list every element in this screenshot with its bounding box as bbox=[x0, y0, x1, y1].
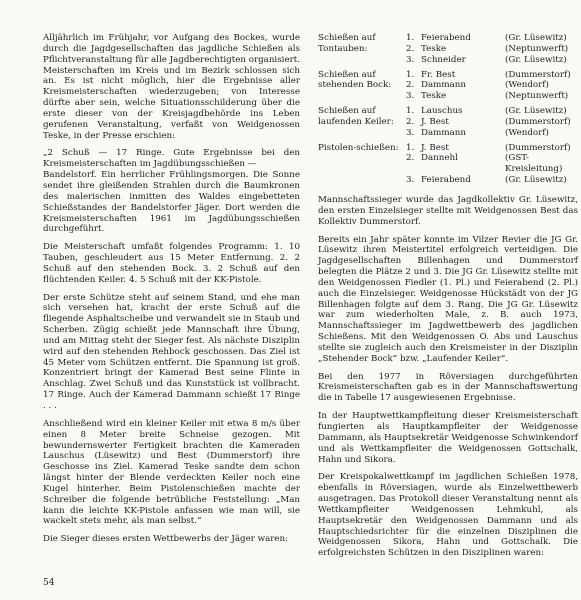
result-club: (Dummerstorf) bbox=[505, 69, 571, 80]
results-table bbox=[318, 33, 578, 186]
paragraph: Bei den 1977 in Röversiagen durchgeführten Kreismeisterschaften gab es in der Mannschaftswertung die in Tabelle 17 ausgewiesenen Ergebnisse. bbox=[318, 371, 578, 404]
result-event bbox=[318, 143, 578, 186]
result-row bbox=[406, 117, 578, 128]
result-rank: 1. bbox=[406, 106, 415, 117]
paragraph: Der erste Schütze steht auf seinem Stand, und ehe man sich versehen hat, kracht der erste Schuß auf die fliegende Asphaltscheibe und verwandelt sie in Staub und Scherben. Zügig schießt jede Mannschaft ihre Übung, und am Mittag steht der Sieger fest. Als nächste Disziplin wird auf den stehenden Rehbock geschossen. Das Ziel ist 45 Meter vom Schützen entfernt. Die Spannung ist groß. Konzentriert bringt der Kamerad Best seine Flinte in Anschlag. Zwei Schuß und das Kunststück ist vollbracht. 17 Ringe. Auch der Kamerad Dammann schießt 17 Ringe . . . bbox=[43, 292, 300, 411]
paragraph: „2 Schuß — 17 Ringe. Gute Ergebnisse bei den Kreismeisterschaften im Jagdübungsschießen — bbox=[43, 148, 300, 170]
result-name: Lauschus bbox=[421, 106, 463, 117]
result-row bbox=[406, 175, 578, 186]
right-column bbox=[318, 33, 578, 566]
result-row bbox=[406, 106, 578, 117]
result-rank: 3. bbox=[406, 175, 415, 186]
result-name: Dannehl bbox=[421, 153, 458, 164]
result-name: J. Best bbox=[421, 116, 449, 127]
result-club: (Neptunwerft) bbox=[505, 43, 569, 54]
result-rank: 2. bbox=[406, 43, 415, 54]
result-row bbox=[406, 91, 578, 102]
page-number: 54 bbox=[43, 578, 55, 588]
event-label: Schießen auf laufenden Keiler: bbox=[318, 106, 394, 127]
result-club: (Gr. Lüsewitz) bbox=[505, 54, 567, 65]
result-club: (Dummerstorf) bbox=[505, 116, 571, 127]
event-label: Schießen auf Tontauben: bbox=[318, 33, 376, 54]
result-rank: 3. bbox=[406, 127, 415, 138]
result-event bbox=[318, 106, 578, 139]
left-column bbox=[43, 33, 300, 552]
result-club: (Gr. Lüsewitz) bbox=[505, 33, 567, 43]
result-name: Dammann bbox=[421, 80, 466, 91]
paragraph: Die Sieger dieses ersten Wettbewerbs der Jäger waren: bbox=[43, 534, 289, 545]
result-row bbox=[406, 33, 578, 44]
result-row bbox=[406, 55, 578, 66]
result-name: Feierabend bbox=[421, 33, 471, 43]
result-rank: 2. bbox=[406, 116, 415, 127]
paragraph: In der Hauptwettkampfleitung dieser Kreismeisterschaft fungierten als Hauptkampfleiter der Weidgenosse Dammann, als Hauptsekretär Weidgenosse Schwinkendorf und als Wettkampfleiter die Weidgenossen Gottschalk, Hahn und Sikora. bbox=[318, 411, 578, 465]
result-rank: 2. bbox=[406, 80, 415, 91]
result-row bbox=[406, 128, 578, 139]
result-row bbox=[406, 153, 578, 175]
result-club: (Wendorf) bbox=[505, 127, 549, 138]
result-club: (Wendorf) bbox=[505, 80, 549, 91]
result-name: Teske bbox=[421, 91, 447, 102]
result-row bbox=[406, 44, 578, 55]
result-rank: 1. bbox=[406, 69, 415, 80]
result-row bbox=[406, 70, 578, 81]
result-club: (Neptunwerft) bbox=[505, 91, 569, 102]
paragraph: Die Meisterschaft umfaßt folgendes Programm: 1. 10 Tauben, geschleudert aus 15 Meter Entfernung. 2. 2 Schuß auf den stehenden Bock. 3. 2 Schuß auf den flüchtenden Keiler. 4. 5 Schuß mit der KK-Pistole. bbox=[43, 242, 300, 285]
result-rank: 1. bbox=[406, 142, 415, 153]
paragraph: Der Kreispokalwettkampf im jagdlichen Schießen 1978, ebenfalls in Röversiagen, wurde als Einzelwettbewerb ausgetragen. Das Protokoll dieser Veranstaltung nennt als Wettkampfleiter Weidgenossen Lehmkuhl, als Hauptsekretär den Weidgenossen Dammann und als Hauptschiedsrichter für die einzelnen Disziplinen die Weidgenossen Sikora, Hahn und Gottschalk. Die erfolgreichsten Schützen in den Disziplinen waren: bbox=[318, 472, 578, 559]
paragraph: Bereits ein Jahr später konnte im Vilzer Revier die JG Gr. Lüsewitz ihren Meistertitel erfolgreich verteidigen. Die Jagdgesellschaften Billenhagen und Dummerstorf belegten die Plätze 2 und 3. Die JG Gr. Lüsewitz stellte mit den Weidgenossen Fiedler (1. Pl.) und Feierabend (2. Pl.) auch die Einzelsieger. Weidgenosse Hückstädt von der JG Billenhagen folgte auf dem 3. Rang. Die JG Gr. Lüsewitz war zum wiederholten Male, z. B. auch 1973, Mannschaftssieger im Jagdwettbewerb des jagdlichen Schießens. Mit den Weidgenossen O. Abs und Lauschus stellte sie zugleich auch den Kreismeister in der Disziplin „Stehender Bock“ bzw. „Laufender Keiler“. bbox=[318, 234, 578, 364]
result-name: Teske bbox=[421, 43, 447, 54]
result-rank: 1. bbox=[406, 33, 415, 43]
paragraph: Alljährlich im Frühjahr, vor Aufgang des Bockes, wurde durch die Jagdgesellschaften das jagdliche Schießen als Pflichtveranstaltung für alle Jagdberechtigten organisiert. Meisterschaften im Kreis und im Bezirk schlossen sich an. Es ist nicht möglich, hier die Ergebnisse aller Kreismeisterschaften wiederzugeben; von Interesse dürfte aber sein, welche Situationsschilderung über die erste dieser von der Kreisjagdbehörde ins Leben gerufenen Veranstaltung, verfaßt von Weidgenossen Teske, in der Presse erschien: bbox=[43, 33, 300, 141]
result-club: (Gr. Lüsewitz) bbox=[505, 106, 567, 117]
result-club: (GST-Kreisleitung) bbox=[505, 153, 563, 175]
result-rank: 3. bbox=[406, 91, 415, 102]
paragraph: Anschließend wird ein kleiner Keiler mit etwa 8 m/s über einen 8 Meter breite Schneise gezogen. Mit bewundernswerter Fertigkeit brachten die Kameraden Lauschus (Lüsewitz) und Best (Dummerstorf) ihre Geschosse ins Ziel. Kamerad Teske sandte dem schon längst hinter der Blende verdeckten Keiler noch eine Kugel hinterher. Beim Pistolenschießen machte der Schreiber die folgende betrübliche Feststellung: „Man kann die leichte KK-Pistole anfassen wie man will, sie wackelt stets mehr, als man selbst.“ bbox=[43, 418, 300, 527]
result-name: Dammann bbox=[421, 127, 466, 138]
result-name: Fr. Best bbox=[421, 69, 456, 80]
result-name: Schneider bbox=[421, 54, 466, 65]
result-row bbox=[406, 80, 578, 91]
result-name: J. Best bbox=[421, 142, 449, 153]
result-row bbox=[406, 143, 578, 154]
paragraph: Mannschaftssieger wurde das Jagdkollektiv Gr. Lüsewitz, den ersten Einzelsieger stellte mit Weidgenossen Best das Kollektiv Dummerstorf. bbox=[318, 194, 578, 227]
result-event bbox=[318, 33, 578, 66]
event-label: Schießen auf stehenden Bock: bbox=[318, 69, 392, 91]
result-rank: 2. bbox=[406, 153, 415, 164]
event-label: Pistolen-schießen: bbox=[318, 142, 399, 153]
result-rank: 3. bbox=[406, 54, 415, 65]
result-club: (Gr. Lüsewitz) bbox=[505, 175, 567, 186]
paragraph: Bandelstorf. Ein herrlicher Frühlingsmorgen. Die Sonne sendet ihre gleißenden Strahlen durch die Baumkronen des malerischen inmitten des Waldes eingebetteten Schießstandes der Bandelstorfer Jäger. Dort werden die Kreismeisterschaften 1961 im Jagdübungsschießen durchgeführt. bbox=[43, 170, 300, 235]
result-name: Feierabend bbox=[421, 175, 471, 186]
result-event bbox=[318, 70, 578, 103]
result-club: (Dummerstorf) bbox=[505, 142, 571, 153]
